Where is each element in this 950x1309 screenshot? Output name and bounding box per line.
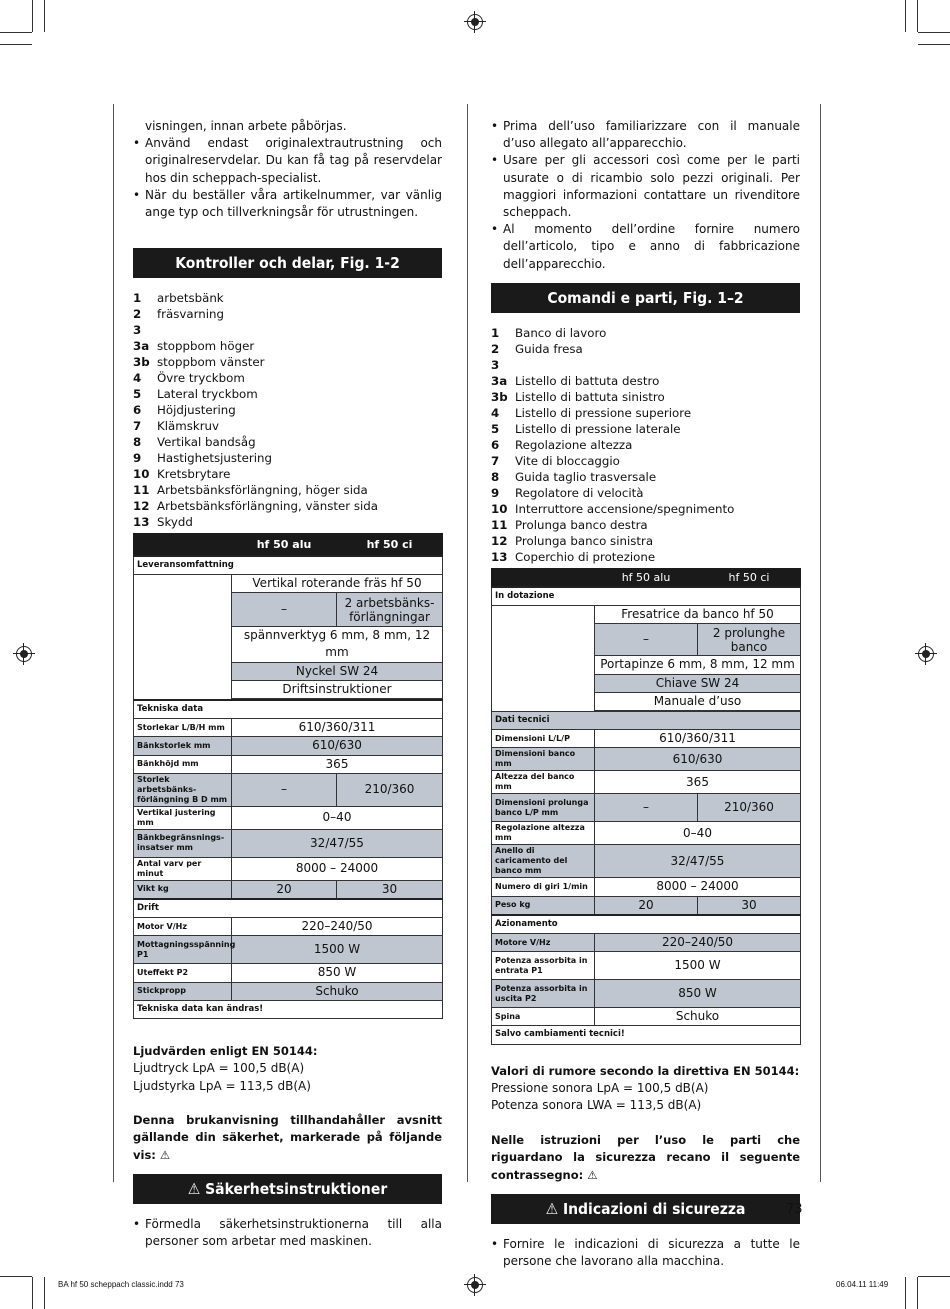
footer-filename: BA hf 50 scheppach classic.indd 73 xyxy=(58,1280,184,1289)
crop-mark xyxy=(44,0,45,32)
table-label: Potenza assorbita in uscita P2 xyxy=(492,980,595,1008)
list-item: 10 Kretsbrytare xyxy=(133,467,231,482)
table-label: Regolazione altezza mm xyxy=(492,822,595,845)
list-item: 13 Coperchio di protezione xyxy=(491,549,656,564)
table-cell: 365 xyxy=(232,755,443,773)
noise-value: Ljudtryck LpA = 100,5 dB(A) xyxy=(133,1061,305,1076)
list-item: 12 Arbetsbänksförlängning, vänster sida xyxy=(133,499,378,514)
section-title-controls: Kontroller och delar, Fig. 1-2 xyxy=(133,248,442,278)
table-cell: 1500 W xyxy=(595,952,801,980)
list-item: 2 fräsvarning xyxy=(133,307,224,322)
list-item: 3b stoppbom vänster xyxy=(133,355,265,370)
list-item: 11 Prolunga banco destra xyxy=(491,517,648,532)
table-cell: 610/360/311 xyxy=(595,730,801,748)
table-row xyxy=(134,982,443,1000)
table-cell: Vertikal roterande fräs hf 50 xyxy=(232,574,443,592)
table-cell: 20 xyxy=(595,896,698,915)
table-cell: 30 xyxy=(337,880,443,899)
noise-heading: Valori di rumore secondo la direttiva EN 50144: xyxy=(491,1063,800,1078)
table-cell: 8000 – 24000 xyxy=(595,878,801,896)
noise-value: Ljudstyrka LpA = 113,5 dB(A) xyxy=(133,1078,311,1093)
table-row xyxy=(492,896,801,915)
table-label: Dimensioni banco mm xyxy=(492,748,595,771)
table-label: Motore V/Hz xyxy=(492,934,595,952)
table-section: Dati tecnici xyxy=(492,712,801,730)
table-label: Storlekar L/B/H mm xyxy=(134,719,232,737)
table-row xyxy=(492,730,801,748)
table-cell: 32/47/55 xyxy=(232,829,443,857)
list-item: • Förmedla säkerhetsinstruktionerna till alla personer som arbetar med maskinen. xyxy=(133,1216,442,1250)
table-cell: 220–240/50 xyxy=(595,934,801,952)
crop-mark xyxy=(917,1277,918,1309)
registration-mark-icon xyxy=(467,1277,483,1293)
list-item: 6 Höjdjustering xyxy=(133,403,236,418)
table-label: Dimensioni L/L/P xyxy=(492,730,595,748)
left-column xyxy=(133,118,442,1251)
crop-mark xyxy=(917,0,918,32)
list-item: • Al momento dell’ordine fornire numero dell’articolo, tipo e anno di fabbricazione dell’apparecchio. xyxy=(491,221,800,273)
registration-mark-icon xyxy=(16,646,32,662)
parts-list xyxy=(133,290,442,530)
crop-mark xyxy=(905,1277,906,1309)
right-column xyxy=(491,118,800,1270)
intro-bullets xyxy=(491,118,800,273)
list-item: 10 Interruttore accensione/spegnimento xyxy=(491,501,735,516)
table-label: Bänkstorlek mm xyxy=(134,737,232,755)
list-item: 3 xyxy=(133,323,142,338)
table-cell: – xyxy=(595,624,698,656)
list-item: • Usare per gli accessori così come per le parti usurate o di ricambio solo pezzi originali. Per maggiori informazioni contattare un rivenditore scheppach. xyxy=(491,152,800,221)
table-row xyxy=(492,1008,801,1026)
table-row xyxy=(492,587,801,606)
table-label: Vikt kg xyxy=(134,880,232,899)
table-cell: 850 W xyxy=(232,964,443,982)
table-row xyxy=(134,719,443,737)
table-cell: 610/360/311 xyxy=(232,719,443,737)
table-header: hf 50 ci xyxy=(337,534,443,556)
table-cell: 220–240/50 xyxy=(232,918,443,936)
parts-list xyxy=(491,325,800,565)
table-row xyxy=(492,845,801,878)
list-item: 4 Övre tryckbom xyxy=(133,371,245,386)
list-item: 4 Listello di pressione superiore xyxy=(491,405,692,420)
table-section: Drift xyxy=(134,899,443,918)
table-row xyxy=(134,574,443,592)
table-footnote: Salvo cambiamenti tecnici! xyxy=(492,1026,801,1044)
section-title-controls: Comandi e parti, Fig. 1–2 xyxy=(491,283,800,313)
table-row xyxy=(134,773,443,806)
table-row xyxy=(492,980,801,1008)
table-row xyxy=(492,794,801,822)
table-header: hf 50 alu xyxy=(232,534,337,556)
section-title-safety: ⚠ Indicazioni di sicurezza xyxy=(491,1194,800,1224)
table-label: Potenza assorbita in entrata P1 xyxy=(492,952,595,980)
table-label: Numero di giri 1/min xyxy=(492,878,595,896)
crop-mark xyxy=(0,32,32,33)
safety-bullets xyxy=(133,1216,442,1250)
safety-note: Denna brukanvisning tillhandahåller avsnitt gällande din säkerhet, markerade på följande vis: ⚠ xyxy=(133,1112,442,1162)
list-item: 9 Hastighetsjustering xyxy=(133,451,273,466)
table-row xyxy=(134,857,443,880)
list-item: 12 Prolunga banco sinistra xyxy=(491,533,654,548)
crop-mark xyxy=(905,0,906,32)
crop-mark xyxy=(44,1277,45,1309)
list-item: 3b Listello di battuta sinistro xyxy=(491,389,665,404)
table-label: Peso kg xyxy=(492,896,595,915)
registration-mark-icon xyxy=(918,646,934,662)
list-item: 8 Guida taglio trasversale xyxy=(491,469,657,484)
table-row xyxy=(134,737,443,755)
crop-mark xyxy=(32,1277,33,1309)
table-label: Bänkbegränsnings-insatser mm xyxy=(134,829,232,857)
list-item: 11 Arbetsbänksförlängning, höger sida xyxy=(133,483,368,498)
table-row xyxy=(492,878,801,896)
table-row xyxy=(492,952,801,980)
list-item: 13 Skydd xyxy=(133,515,193,530)
list-item: 2 Guida fresa xyxy=(491,341,583,356)
list-item: • Fornire le indicazioni di sicurezza a tutte le persone che lavorano alla macchina. xyxy=(491,1236,800,1270)
list-item: 5 Lateral tryckbom xyxy=(133,387,258,402)
table-row xyxy=(134,806,443,829)
list-item: 3a Listello di battuta destro xyxy=(491,373,660,388)
list-item: 1 arbetsbänk xyxy=(133,291,224,306)
table-label: Dimensioni prolunga banco L/P mm xyxy=(492,794,595,822)
table-row xyxy=(492,934,801,952)
table-cell: Schuko xyxy=(232,982,443,1000)
table-row xyxy=(492,748,801,771)
table-cell: 365 xyxy=(595,771,801,794)
table-section: Leveransomfattning xyxy=(134,556,443,575)
table-cell: 20 xyxy=(232,880,337,899)
table-cell: Nyckel SW 24 xyxy=(232,662,443,680)
table-row xyxy=(134,755,443,773)
table-row xyxy=(492,568,801,587)
table-row xyxy=(134,918,443,936)
table-header xyxy=(134,534,232,556)
crop-mark xyxy=(0,44,32,45)
table-row xyxy=(134,829,443,857)
list-item: 7 Vite di bloccaggio xyxy=(491,453,620,468)
table-label: Mottagningsspänning P1 xyxy=(134,936,232,964)
table-cell: 30 xyxy=(698,896,801,915)
table-cell: Fresatrice da banco hf 50 xyxy=(595,606,801,624)
table-cell: 0–40 xyxy=(595,822,801,845)
table-cell: Chiave SW 24 xyxy=(595,674,801,692)
table-row xyxy=(492,1026,801,1044)
column-rule xyxy=(467,104,468,1182)
table-row xyxy=(492,915,801,934)
section-title-safety: ⚠ Säkerhetsinstruktioner xyxy=(133,1174,442,1204)
table-label: Vertikal justering mm xyxy=(134,806,232,829)
table-cell: Manuale d’uso xyxy=(595,692,801,710)
table-cell: Driftsinstruktioner xyxy=(232,680,443,698)
list-item: • Använd endast originalextrautrustning och originalreservdelar. Du kan få tag på reservdelar hos din scheppach-specialist. xyxy=(133,135,442,187)
list-item: 5 Listello di pressione laterale xyxy=(491,421,681,436)
table-label: Anello di caricamento del banco mm xyxy=(492,845,595,878)
noise-heading: Ljudvärden enligt EN 50144: xyxy=(133,1043,318,1058)
table-cell: 32/47/55 xyxy=(595,845,801,878)
table-row xyxy=(492,712,801,730)
safety-bullets xyxy=(491,1236,800,1270)
table-section: Azionamento xyxy=(492,915,801,934)
table-row xyxy=(134,534,443,556)
table-section: Tekniska data xyxy=(134,700,443,719)
table-row xyxy=(492,822,801,845)
safety-note: Nelle istruzioni per l’uso le parti che riguardano la sicurezza recano il seguente contrassegno: ⚠ xyxy=(491,1132,800,1182)
table-section: In dotazione xyxy=(492,587,801,606)
table-cell: 210/360 xyxy=(698,794,801,822)
list-item: 7 Klämskruv xyxy=(133,419,220,434)
noise-value: Potenza sonora LWA = 113,5 dB(A) xyxy=(491,1098,702,1113)
table-cell: 2 arbetsbänks-förlängningar xyxy=(337,593,443,627)
table-header: hf 50 ci xyxy=(698,568,801,587)
table-cell: 8000 – 24000 xyxy=(232,857,443,880)
list-item: • När du beställer våra artikelnummer, var vänlig ange typ och tillverkningsår för utrustningen. xyxy=(133,187,442,221)
list-item: 9 Regolatore di velocità xyxy=(491,485,644,500)
table-cell: 1500 W xyxy=(232,936,443,964)
table-cell: – xyxy=(232,593,337,627)
spec-table xyxy=(491,568,801,1045)
table-header xyxy=(492,568,595,587)
table-footnote: Tekniska data kan ändras! xyxy=(134,1000,443,1018)
table-row xyxy=(134,1000,443,1018)
table-row xyxy=(134,964,443,982)
page-number: 73 xyxy=(786,1202,803,1217)
table-cell: Portapinze 6 mm, 8 mm, 12 mm xyxy=(595,656,801,674)
table-cell: Schuko xyxy=(595,1008,801,1026)
list-item: 3 xyxy=(491,357,500,372)
table-cell: spännverktyg 6 mm, 8 mm, 12 mm xyxy=(232,627,443,662)
table-cell xyxy=(134,574,232,700)
table-label: Altezza del banco mm xyxy=(492,771,595,794)
table-row xyxy=(134,880,443,899)
list-item: 1 Banco di lavoro xyxy=(491,325,607,340)
table-cell: – xyxy=(595,794,698,822)
intro-bullets xyxy=(133,118,442,221)
crop-mark xyxy=(918,1276,950,1277)
table-row xyxy=(134,899,443,918)
table-cell: 850 W xyxy=(595,980,801,1008)
crop-mark xyxy=(32,0,33,32)
crop-mark xyxy=(918,44,950,45)
table-cell: 210/360 xyxy=(337,773,443,806)
table-label: Storlek arbetsbänks-förlängning B D mm xyxy=(134,773,232,806)
registration-mark-icon xyxy=(467,14,483,30)
table-cell: 0–40 xyxy=(232,806,443,829)
table-label: Motor V/Hz xyxy=(134,918,232,936)
crop-mark xyxy=(0,1276,32,1277)
table-row xyxy=(492,771,801,794)
table-label: Stickpropp xyxy=(134,982,232,1000)
table-label: Bänkhöjd mm xyxy=(134,755,232,773)
table-cell: 2 prolunghe banco xyxy=(698,624,801,656)
table-label: Uteffekt P2 xyxy=(134,964,232,982)
table-cell: 610/630 xyxy=(232,737,443,755)
list-item: 8 Vertikal bandsåg xyxy=(133,435,256,450)
column-rule xyxy=(820,104,821,1182)
noise-value: Pressione sonora LpA = 100,5 dB(A) xyxy=(491,1080,709,1095)
table-cell: 610/630 xyxy=(595,748,801,771)
crop-mark xyxy=(918,32,950,33)
list-item: visningen, innan arbete påbörjas. xyxy=(145,119,347,133)
table-row xyxy=(134,936,443,964)
table-label: Antal varv per minut xyxy=(134,857,232,880)
footer-timestamp: 06.04.11 11:49 xyxy=(836,1280,889,1289)
table-row xyxy=(134,556,443,575)
table-row xyxy=(134,700,443,719)
table-row xyxy=(492,606,801,624)
table-header: hf 50 alu xyxy=(595,568,698,587)
column-rule xyxy=(113,104,114,1182)
list-item: 3a stoppbom höger xyxy=(133,339,255,354)
table-cell xyxy=(492,606,595,712)
list-item: • Prima dell’uso familiarizzare con il manuale d’uso allegato all’apparecchio. xyxy=(491,118,800,152)
list-item: 6 Regolazione altezza xyxy=(491,437,633,452)
table-cell: – xyxy=(232,773,337,806)
spec-table xyxy=(133,533,443,1019)
table-label: Spina xyxy=(492,1008,595,1026)
